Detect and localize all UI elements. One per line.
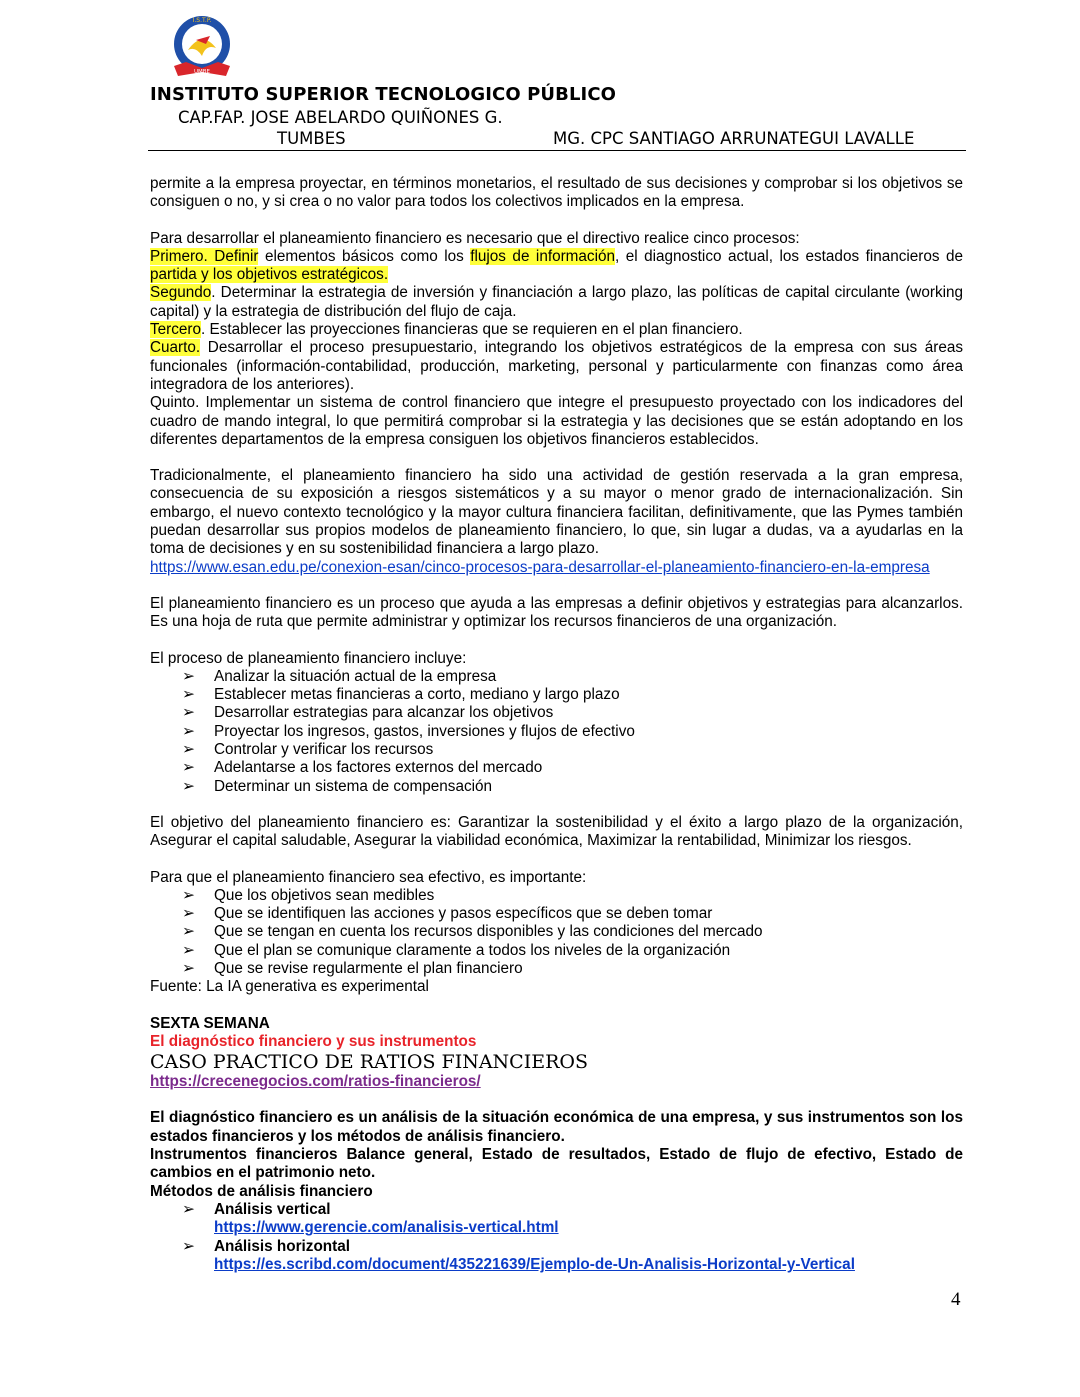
process-list [150,668,963,796]
list-item-text: Que se identifiquen las acciones y pasos específicos que se deben tomar [214,905,713,923]
arrow-bullet-icon: ➢ [182,1237,195,1255]
arrow-bullet-icon: ➢ [182,941,195,959]
methods-title: Métodos de análisis financiero [150,1182,373,1200]
scribd-link[interactable]: https://es.scribd.com/document/435221639/Ejemplo-de-Un-Analisis-Horizontal-y-Vertical [214,1255,855,1273]
text: elementos básicos como los [258,247,471,265]
list-item [182,1238,963,1275]
logo-text-bottom: UMBE [193,69,211,75]
text: . Establecer las proyecciones financieras que se requieren en el plan financiero. [201,321,743,339]
highlight: Segundo [150,284,212,302]
effectiveness-list [150,887,963,978]
paragraph-objetivo: El objetivo del planeamiento financiero es: Garantizar la sostenibilidad y el éxito a largo plazo de la organización, Asegurar el capital saludable, Asegurar la viabilidad económica, Maximizar la rentabilidad, Minimizar los riesgos. [150,813,963,850]
text: Desarrollar el proceso presupuestario, integrando los objetivos estratégicos de la empresa con sus áreas funcionales (información-contabilidad, producción, marketing, personal y particularmente con finanzas como área integradora de los anteriores). [150,339,963,393]
arrow-bullet-icon: ➢ [182,905,195,923]
institute-logo [166,10,238,82]
method-label: Análisis horizontal [214,1237,350,1255]
process-tercero [150,321,963,339]
list-item [182,923,963,941]
list-item [182,704,963,722]
list-item [182,759,963,777]
esan-link[interactable]: https://www.esan.edu.pe/conexion-esan/cinco-procesos-para-desarrollar-el-planeamiento-financiero-en-la-empresa [150,558,930,576]
highlight: Primero. Definir [150,247,259,265]
instrumentos-financieros: Instrumentos financieros Balance general, Estado de resultados, Estado de flujo de efectivo, Estado de cambios en el patrimonio neto. [150,1146,963,1182]
list-item-text: Adelantarse a los factores externos del mercado [214,759,543,777]
paragraph-intro: permite a la empresa proyectar, en términos monetarios, el resultado de sus decisiones y comprobar si los objetivos se consiguen o no, y si crea o no valor para todos los colectivos implicados en la empresa. [150,175,963,211]
institute-title: INSTITUTO SUPERIOR TECNOLOGICO PÚBLICO [150,84,617,105]
process-cuarto [150,339,963,394]
crecenegocios-link[interactable]: https://crecenegocios.com/ratios-financieros/ [150,1073,481,1091]
institute-name: CAP.FAP. JOSE ABELARDO QUIÑONES G. [178,108,503,127]
process-quinto: Quinto. Implementar un sistema de control financiero que integre el presupuesto proyectado con los indicadores del cuadro de mando integral, lo que permitirá comprobar si la estrategia y las decisiones que se están adoptando en los diferentes departamentos de la empresa consiguen los objetivos financieros establecidos. [150,394,963,448]
document-body [150,175,963,1274]
arrow-bullet-icon: ➢ [182,686,195,704]
week-subtitle: El diagnóstico financiero y sus instrumentos [150,1032,477,1050]
paragraph-definicion: El planeamiento financiero es un proceso que ayuda a las empresas a definir objetivos y estrategias para alcanzarlos. Es una hoja de ruta que permite administrar y optimizar los recursos financieros de una organización. [150,594,963,631]
method-label: Análisis vertical [214,1200,331,1218]
list-item [182,723,963,741]
list2-intro: Para que el planeamiento financiero sea efectivo, es importante: [150,868,587,886]
list-item-text: Que se tengan en cuenta los recursos disponibles y las condiciones del mercado [214,923,763,941]
list-item [182,668,963,686]
list-item [182,942,963,960]
list-item-text: Proyectar los ingresos, gastos, inversiones y flujos de efectivo [214,722,635,740]
text: , el diagnostico actual, los estados financieros de [615,247,964,265]
process-primero [150,248,963,285]
list-item-text: Controlar y verificar los recursos [214,741,434,759]
list-item [182,960,963,978]
highlight: partida y los objetivos estratégicos. [150,266,389,284]
list-item [182,741,963,759]
arrow-bullet-icon: ➢ [182,777,195,795]
week-title: SEXTA SEMANA [150,1014,270,1032]
page-number: 4 [951,1289,961,1310]
header-divider [148,150,966,151]
arrow-bullet-icon: ➢ [182,741,195,759]
source-note: Fuente: La IA generativa es experimental [150,978,429,996]
gerencie-link[interactable]: https://www.gerencie.com/analisis-vertical.html [214,1219,559,1237]
case-title: CASO PRACTICO DE RATIOS FINANCIEROS [150,1051,588,1074]
highlight: flujos de información [470,247,615,265]
list-item [182,887,963,905]
arrow-bullet-icon: ➢ [182,667,195,685]
arrow-bullet-icon: ➢ [182,759,195,777]
process-segundo [150,284,963,321]
process-intro: Para desarrollar el planeamiento financiero es necesario que el directivo realice cinco procesos: [150,229,800,247]
arrow-bullet-icon: ➢ [182,1200,195,1218]
text: . Determinar la estrategia de inversión y financiación a largo plazo, las políticas de capital circulante (working capital) y la estrategia de distribución del flujo de caja. [150,284,963,320]
logo-text-top: I.S.T.P. [192,17,212,24]
arrow-bullet-icon: ➢ [182,886,195,904]
diagnostico-definition: El diagnóstico financiero es un análisis de la situación económica de una empresa, y sus instrumentos son los estados financieros y los métodos de análisis financiero. [150,1109,963,1145]
list-item [182,1201,963,1238]
arrow-bullet-icon: ➢ [182,704,195,722]
list-item-text: Desarrollar estrategias para alcanzar los objetivos [214,704,554,722]
highlight: Tercero [150,321,202,339]
list-item [182,905,963,923]
list-item [182,778,963,796]
institute-city: TUMBES [277,129,346,148]
list-item-text: Que el plan se comunique claramente a todos los niveles de la organización [214,941,731,959]
list-item-text: Determinar un sistema de compensación [214,777,493,795]
list-item-text: Que los objetivos sean medibles [214,886,435,904]
list-item-text: Establecer metas financieras a corto, mediano y largo plazo [214,686,620,704]
arrow-bullet-icon: ➢ [182,959,195,977]
list-item-text: Que se revise regularmente el plan financiero [214,959,523,977]
paragraph-tradicionalmente: Tradicionalmente, el planeamiento financiero ha sido una actividad de gestión reservada a la gran empresa, consecuencia de su exposición a riesgos sistemáticos y a su mayor o menor grado de internacionalización. Sin embargo, el nuevo contexto tecnológico y la mayor cultura financiera facilitan, definitivamente, que las Pymes también puedan desarrollar sus propios modelos de planeamiento financiero, lo que, sin lugar a dudas, va a ayudarlas en la toma de decisiones y en su sostenibilidad financiera a largo plazo. [150,467,963,558]
arrow-bullet-icon: ➢ [182,722,195,740]
methods-list [150,1201,963,1274]
list-item-text: Analizar la situación actual de la empresa [214,667,497,685]
arrow-bullet-icon: ➢ [182,923,195,941]
list-item [182,686,963,704]
author-name: MG. CPC SANTIAGO ARRUNATEGUI LAVALLE [553,129,915,148]
highlight: Cuarto. [150,339,201,357]
list1-intro: El proceso de planeamiento financiero incluye: [150,649,467,667]
